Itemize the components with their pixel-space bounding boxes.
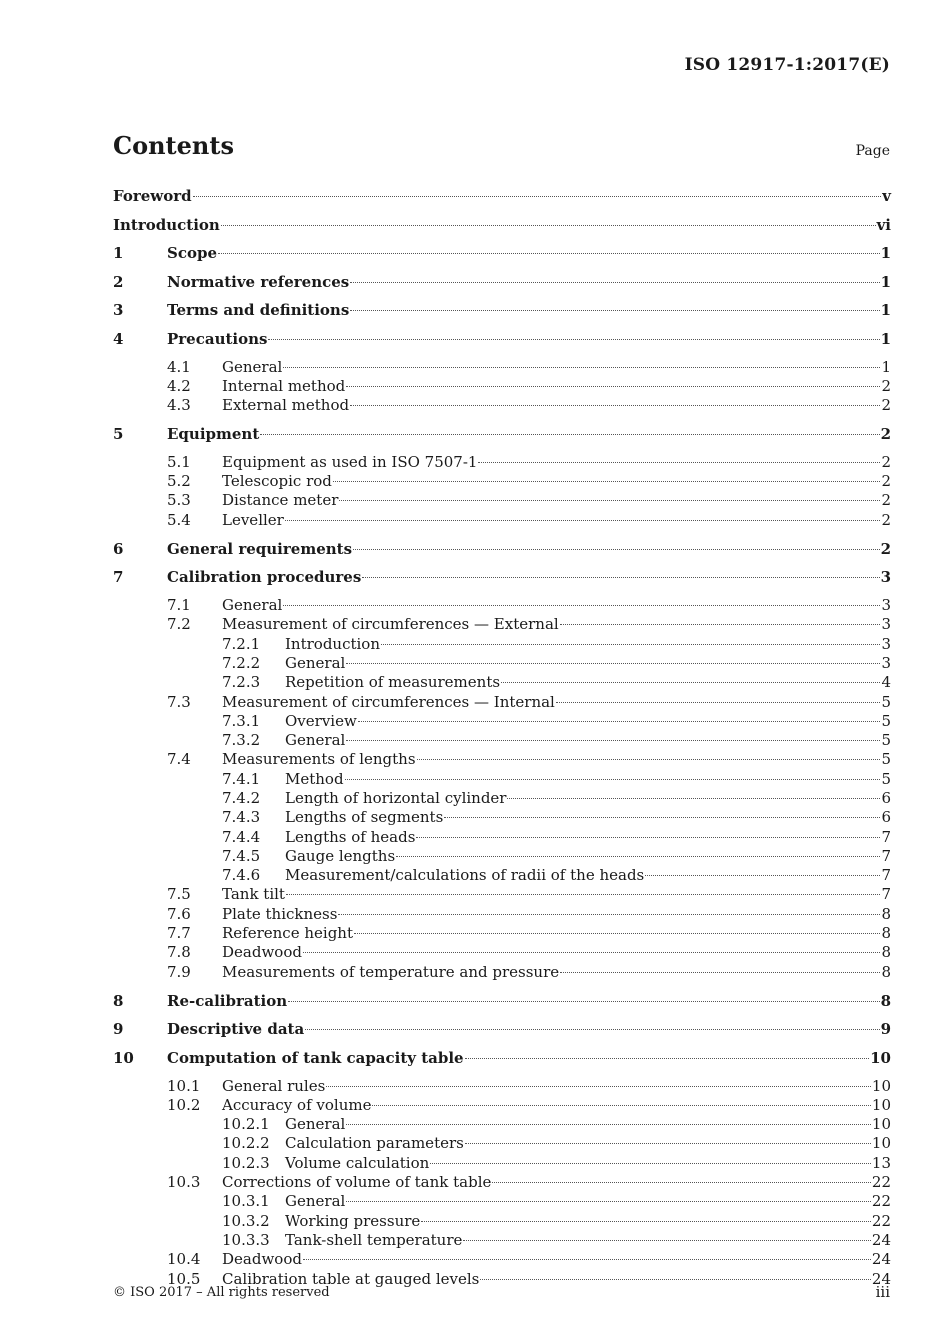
toc-entry-number: 7.2.1: [222, 634, 261, 653]
toc-entry-page: 2: [881, 472, 891, 491]
toc-entry-page: 3: [881, 634, 891, 653]
toc-entry-page: 2: [880, 425, 891, 444]
toc-entry[interactable]: [113, 1192, 891, 1211]
dot-leader: [465, 1058, 870, 1059]
toc-entry-page: 6: [881, 808, 891, 827]
toc-entry-number: 7.2.2: [222, 653, 261, 672]
toc-entry-number: 7.4.5: [222, 846, 261, 865]
dot-leader: [381, 644, 880, 645]
dot-leader: [560, 972, 880, 973]
dot-leader: [463, 1240, 871, 1241]
toc-entry-page: 24: [871, 1250, 891, 1269]
toc-entry-page: 22: [871, 1173, 891, 1192]
toc-entry-page: 2: [881, 491, 891, 510]
toc-entry-page: 2: [881, 510, 891, 529]
toc-entry-number: 5.4: [167, 510, 191, 529]
toc-entry[interactable]: [113, 1231, 891, 1250]
toc-entry-page: 5: [881, 692, 891, 711]
toc-entry[interactable]: [113, 847, 891, 866]
toc-entry-page: 8: [881, 962, 891, 981]
toc-entry-title: Measurement of circumferences — External: [222, 615, 559, 634]
dot-leader: [396, 856, 880, 857]
dot-leader: [346, 1124, 871, 1125]
toc-entry-number: 7.3.2: [222, 731, 261, 750]
toc-entry-title: Measurements of temperature and pressure: [222, 962, 560, 981]
toc-entry-number: 1: [113, 244, 124, 263]
toc-entry[interactable]: [113, 943, 891, 962]
toc-entry-number: 6: [113, 539, 124, 558]
dot-leader: [346, 663, 880, 664]
toc-entry-title: Corrections of volume of tank table: [222, 1173, 492, 1192]
toc-entry-title: Measurement/calculations of radii of the heads: [285, 866, 645, 885]
toc-entry-title: General: [285, 731, 346, 750]
toc-entry[interactable]: [113, 539, 891, 568]
toc-entry-number: 7.5: [167, 885, 191, 904]
toc-entry[interactable]: [113, 272, 891, 301]
toc-entry-page: 1: [880, 301, 891, 320]
toc-entry-number: 5: [113, 425, 124, 444]
toc-entry-title: Calibration table at gauged levels: [222, 1269, 480, 1288]
toc-entry-page: 4: [881, 673, 891, 692]
toc-entry-number: 3: [113, 301, 124, 320]
toc-entry[interactable]: [113, 654, 891, 673]
toc-entry-title: Deadwood: [222, 943, 302, 962]
toc-entry[interactable]: [113, 635, 891, 654]
toc-entry[interactable]: [113, 991, 891, 1020]
toc-entry-title: Plate thickness: [222, 904, 338, 923]
dot-leader: [507, 798, 880, 799]
toc-entry-title: General: [285, 1115, 346, 1134]
toc-entry[interactable]: [113, 885, 891, 904]
toc-entry-title: External method: [222, 396, 350, 415]
dot-leader: [260, 434, 879, 435]
dot-leader: [218, 253, 880, 254]
dot-leader: [492, 1182, 871, 1183]
toc-entry-page: 7: [881, 827, 891, 846]
toc-entry-page: 13: [871, 1153, 891, 1172]
dot-leader: [358, 721, 881, 722]
toc-entry-page: 6: [881, 788, 891, 807]
toc-entry[interactable]: [113, 377, 891, 396]
toc-entry-page: 8: [881, 904, 891, 923]
toc-entry-page: 3: [881, 653, 891, 672]
toc-entry-number: 7.7: [167, 924, 191, 943]
toc-entry-number: 7.4.1: [222, 769, 261, 788]
toc-entry-title: Lengths of segments: [285, 808, 444, 827]
toc-entry-title: Terms and definitions: [167, 301, 350, 320]
dot-leader: [286, 894, 881, 895]
toc-entry-title: Measurement of circumferences — Internal: [222, 692, 555, 711]
dot-leader: [465, 1143, 871, 1144]
dot-leader: [283, 605, 880, 606]
toc-entry-page: vi: [876, 215, 891, 234]
toc-entry-page: 10: [870, 1048, 891, 1067]
toc-entry[interactable]: [113, 866, 891, 885]
toc-entry[interactable]: [113, 750, 891, 769]
toc-entry-number: 10.3: [167, 1173, 201, 1192]
toc-entry-number: 5.1: [167, 452, 191, 471]
toc-entry-title: Gauge lengths: [285, 846, 396, 865]
toc-entry-title: Measurements of lengths: [222, 750, 416, 769]
dot-leader: [346, 1201, 871, 1202]
toc-entry-title: Deadwood: [222, 1250, 302, 1269]
dot-leader: [645, 875, 880, 876]
toc-entry-page: 9: [880, 1020, 891, 1039]
toc-entry[interactable]: [113, 243, 891, 272]
toc-entry[interactable]: [113, 396, 891, 415]
toc-entry[interactable]: [113, 300, 891, 329]
toc-entry-number: 10.2.1: [222, 1115, 270, 1134]
dot-leader: [193, 196, 882, 197]
toc-entry-page: v: [882, 187, 891, 205]
toc-entry[interactable]: [113, 567, 891, 596]
toc-entry-title: Lengths of heads: [285, 827, 416, 846]
toc-entry[interactable]: [113, 1154, 891, 1173]
toc-entry-number: 10.3.2: [222, 1211, 270, 1230]
toc-entry-number: 7.4.4: [222, 827, 261, 846]
toc-entry[interactable]: [113, 358, 891, 377]
toc-entry-page: 10: [871, 1134, 891, 1153]
toc-entry-title: General rules: [222, 1076, 326, 1095]
toc-entry-title: Volume calculation: [285, 1153, 430, 1172]
dot-leader: [430, 1163, 871, 1164]
toc-entry-number: 5.2: [167, 472, 191, 491]
toc-entry[interactable]: [113, 596, 891, 615]
dot-leader: [338, 914, 880, 915]
dot-leader: [346, 386, 880, 387]
toc-entry-page: 7: [881, 885, 891, 904]
dot-leader: [417, 759, 881, 760]
dot-leader: [268, 339, 879, 340]
dot-leader: [288, 1001, 879, 1002]
toc-entry-page: 8: [880, 991, 891, 1010]
toc-entry[interactable]: [113, 789, 891, 808]
toc-entry-number: 7: [113, 568, 124, 587]
toc-entry-title: Calculation parameters: [285, 1134, 464, 1153]
toc-entry-title: Tank-shell temperature: [285, 1230, 463, 1249]
toc-entry-page: 2: [881, 396, 891, 415]
toc-entry-title: Scope: [167, 244, 218, 263]
dot-leader: [283, 367, 880, 368]
toc-entry-title: Distance meter: [222, 491, 339, 510]
toc-entry[interactable]: [113, 673, 891, 692]
dot-leader: [350, 310, 879, 311]
toc-entry[interactable]: [113, 329, 891, 358]
toc-entry-number: 7.3: [167, 692, 191, 711]
dot-leader: [421, 1221, 871, 1222]
toc-entry-title: Reference height: [222, 924, 353, 943]
toc-entry-number: 7.9: [167, 962, 191, 981]
toc-entry-title: Internal method: [222, 376, 346, 395]
toc-entry[interactable]: [113, 712, 891, 731]
toc-entry-title: Introduction: [113, 215, 220, 234]
footer-copyright: © ISO 2017 – All rights reserved: [113, 1285, 330, 1300]
toc-entry[interactable]: [113, 1212, 891, 1231]
toc-entry[interactable]: [113, 472, 891, 491]
toc-entry-page: 10: [871, 1095, 891, 1114]
toc-entry-number: 7.3.1: [222, 711, 261, 730]
toc-entry-title: Foreword: [113, 187, 192, 205]
toc-entry[interactable]: [113, 924, 891, 943]
dot-leader: [305, 1029, 879, 1030]
toc-entry[interactable]: [113, 453, 891, 472]
toc-entry-page: 8: [881, 943, 891, 962]
dot-leader: [362, 577, 879, 578]
dot-leader: [221, 225, 876, 226]
toc-entry-title: Computation of tank capacity table: [167, 1048, 464, 1067]
toc-entry[interactable]: [113, 1134, 891, 1153]
toc-entry-title: Leveller: [222, 510, 284, 529]
toc-entry-number: 7.4: [167, 750, 191, 769]
toc-entry-number: 10.2.3: [222, 1153, 270, 1172]
toc-entry-page: 24: [871, 1230, 891, 1249]
standard-id: ISO 12917-1:2017(E): [684, 55, 890, 75]
toc-entry[interactable]: [113, 511, 891, 530]
toc-entry-number: 7.6: [167, 904, 191, 923]
toc-entry-page: 1: [880, 272, 891, 291]
toc-entry[interactable]: [113, 905, 891, 924]
toc-entry[interactable]: [113, 1048, 891, 1077]
toc-entry-number: 10.3.1: [222, 1192, 270, 1211]
dot-leader: [350, 405, 880, 406]
toc-entry-title: Normative references: [167, 272, 350, 291]
toc-entry[interactable]: [113, 963, 891, 982]
toc-entry-title: Method: [285, 769, 344, 788]
toc-entry-title: Repetition of measurements: [285, 673, 501, 692]
toc-entry[interactable]: [113, 186, 891, 215]
toc-entry[interactable]: [113, 491, 891, 510]
toc-entry-number: 10.1: [167, 1076, 201, 1095]
toc-entry-page: 5: [881, 731, 891, 750]
toc-entry-number: 9: [113, 1020, 124, 1039]
toc-entry-page: 3: [880, 568, 891, 587]
toc-entry-title: General: [222, 357, 283, 376]
toc-entry-title: Descriptive data: [167, 1020, 305, 1039]
toc-entry[interactable]: [113, 770, 891, 789]
toc-entry-page: 3: [881, 596, 891, 615]
toc-entry[interactable]: [113, 1115, 891, 1134]
toc-entry[interactable]: [113, 615, 891, 634]
toc-entry[interactable]: [113, 731, 891, 750]
toc-entry-number: 7.4.6: [222, 866, 261, 885]
toc-entry-title: Precautions: [167, 329, 268, 348]
toc-entry[interactable]: [113, 808, 891, 827]
toc-entry-page: 5: [881, 769, 891, 788]
toc-entry-page: 10: [871, 1076, 891, 1095]
footer-page-number: iii: [875, 1283, 890, 1301]
toc-entry-number: 4.1: [167, 357, 191, 376]
toc-entry-title: Re-calibration: [167, 991, 288, 1010]
toc-entry-number: 10: [113, 1048, 134, 1067]
dot-leader: [333, 481, 881, 482]
dot-leader: [444, 817, 880, 818]
toc-entry-number: 10.5: [167, 1269, 201, 1288]
toc-entry-number: 7.2: [167, 615, 191, 634]
toc-entry-page: 1: [881, 357, 891, 376]
toc-entry[interactable]: [113, 1173, 891, 1192]
toc-entry-title: Overview: [285, 711, 357, 730]
toc-entry-number: 4: [113, 329, 124, 348]
dot-leader: [339, 500, 880, 501]
dot-leader: [303, 952, 881, 953]
dot-leader: [478, 462, 880, 463]
toc-entry-number: 8: [113, 991, 124, 1010]
toc-entry-title: Introduction: [285, 634, 380, 653]
dot-leader: [285, 520, 881, 521]
toc-entry-page: 7: [881, 846, 891, 865]
toc-entry-number: 5.3: [167, 491, 191, 510]
dot-leader: [501, 682, 880, 683]
toc-entry-page: 5: [881, 750, 891, 769]
dot-leader: [353, 549, 880, 550]
toc-entry-page: 22: [871, 1211, 891, 1230]
toc-entry-page: 7: [881, 866, 891, 885]
toc-entry-title: Calibration procedures: [167, 568, 362, 587]
toc-entry-page: 24: [871, 1269, 891, 1288]
toc-entry-number: 7.8: [167, 943, 191, 962]
toc-entry[interactable]: [113, 424, 891, 453]
toc-entry-page: 1: [880, 244, 891, 263]
dot-leader: [560, 624, 881, 625]
page-title: Contents: [113, 131, 234, 160]
toc-entry-page: 2: [881, 452, 891, 471]
toc-entry[interactable]: [113, 1077, 891, 1096]
toc-entry-number: 2: [113, 272, 124, 291]
toc-entry-page: 3: [881, 615, 891, 634]
toc-entry-title: General: [285, 653, 346, 672]
toc-entry-title: Length of horizontal cylinder: [285, 788, 507, 807]
toc-entry-title: Equipment as used in ISO 7507-1: [222, 452, 478, 471]
toc-entry[interactable]: [113, 828, 891, 847]
toc-entry-title: Working pressure: [285, 1211, 421, 1230]
dot-leader: [480, 1279, 871, 1280]
toc-entry-page: 22: [871, 1192, 891, 1211]
dot-leader: [354, 933, 880, 934]
toc-entry-number: 4.2: [167, 376, 191, 395]
toc-entry-page: 2: [881, 376, 891, 395]
toc-entry-page: 10: [871, 1115, 891, 1134]
dot-leader: [372, 1105, 870, 1106]
toc-entry-page: 1: [880, 329, 891, 348]
toc-entry-number: 10.4: [167, 1250, 201, 1269]
toc-entry-number: 7.4.2: [222, 788, 261, 807]
toc-entry-number: 7.4.3: [222, 808, 261, 827]
toc-entry-page: 5: [881, 711, 891, 730]
toc-entry-title: General: [285, 1192, 346, 1211]
toc-entry-number: 4.3: [167, 396, 191, 415]
dot-leader: [556, 702, 881, 703]
table-of-contents: [113, 186, 891, 1289]
toc-entry-page: 8: [881, 924, 891, 943]
toc-entry-title: Equipment: [167, 425, 260, 444]
dot-leader: [416, 837, 880, 838]
toc-entry[interactable]: [113, 1096, 891, 1115]
toc-entry[interactable]: [113, 215, 891, 244]
page-column-label: Page: [855, 143, 890, 159]
toc-entry-number: 7.2.3: [222, 673, 261, 692]
toc-entry[interactable]: [113, 1019, 891, 1048]
toc-entry-number: 10.3.3: [222, 1230, 270, 1249]
toc-entry-number: 7.1: [167, 596, 191, 615]
toc-entry-number: 10.2.2: [222, 1134, 270, 1153]
toc-entry-title: Accuracy of volume: [222, 1095, 372, 1114]
dot-leader: [303, 1259, 871, 1260]
toc-entry-title: General: [222, 596, 283, 615]
toc-entry-title: Tank tilt: [222, 885, 285, 904]
dot-leader: [350, 282, 879, 283]
dot-leader: [346, 740, 880, 741]
toc-entry-title: General requirements: [167, 539, 353, 558]
dot-leader: [345, 779, 881, 780]
toc-entry-number: 10.2: [167, 1095, 201, 1114]
toc-entry-page: 2: [880, 539, 891, 558]
toc-entry-title: Telescopic rod: [222, 472, 332, 491]
toc-entry[interactable]: [113, 1250, 891, 1269]
toc-entry[interactable]: [113, 693, 891, 712]
dot-leader: [326, 1086, 871, 1087]
